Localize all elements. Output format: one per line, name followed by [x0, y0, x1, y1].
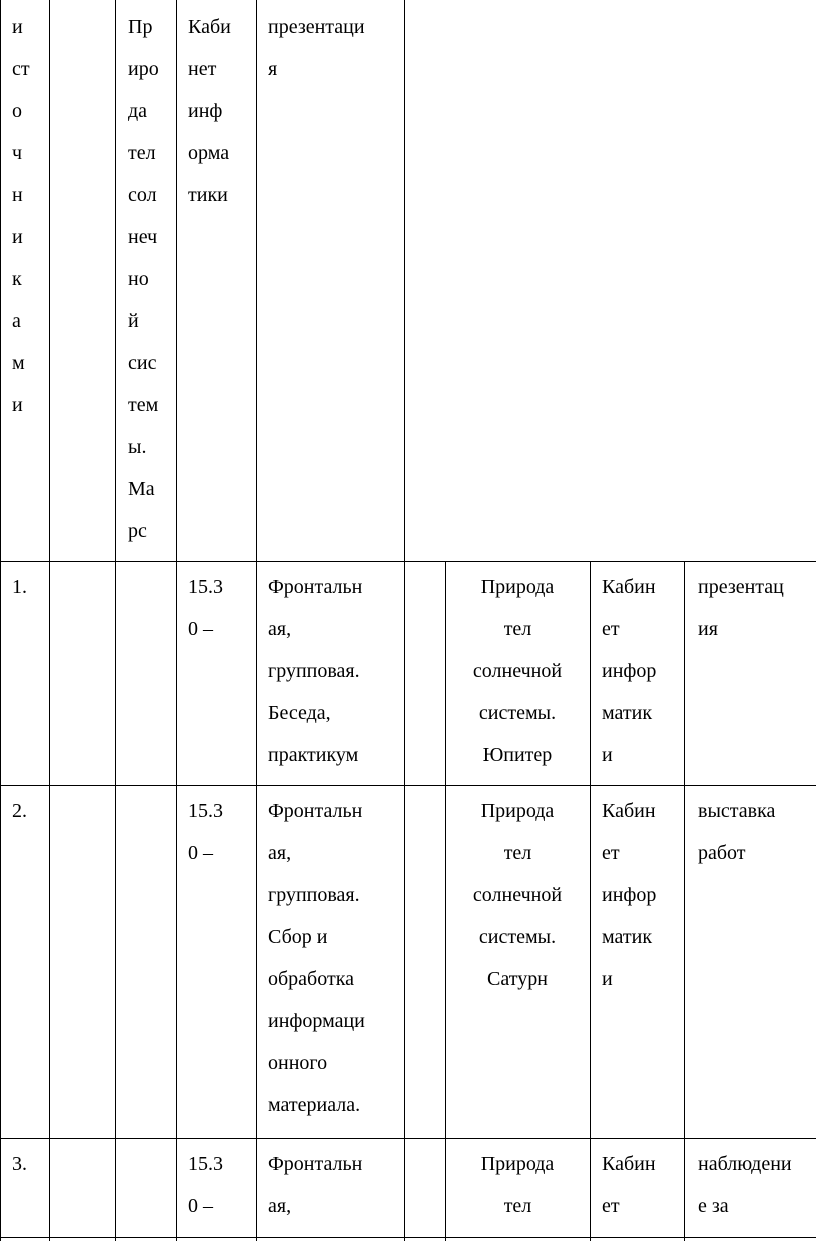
grid-line: [176, 0, 177, 1241]
grid-line: [0, 561, 816, 562]
row-place: Кабин ет инфор матик и: [602, 576, 657, 766]
row-place: Кабин ет инфор матик и: [602, 800, 657, 990]
row-time: 15.3 0 –: [188, 800, 223, 864]
grid-line: [404, 0, 405, 1241]
row-number: 2.: [12, 800, 27, 822]
grid-line: [115, 0, 116, 1241]
row-number: 1.: [12, 576, 27, 598]
row-control: выставка работ: [698, 800, 776, 864]
header-cell-topic: Пр иро да тел сол неч но й сис тем ы. Ма рс: [128, 16, 159, 542]
row-time: 15.3 0 –: [188, 1153, 223, 1217]
grid-line: [684, 561, 685, 1241]
grid-line: [256, 0, 257, 1241]
row-topic: Природа тел солнечной системы. Юпитер: [472, 576, 563, 766]
row-place: Кабин ет: [602, 1153, 656, 1217]
row-control: наблюдени е за: [698, 1153, 792, 1217]
grid-line: [0, 0, 1, 1241]
row-topic: Природа тел: [480, 1153, 555, 1217]
grid-line: [0, 1237, 816, 1238]
row-form: Фронтальн ая, групповая. Беседа, практикум: [268, 576, 363, 766]
grid-line: [0, 785, 816, 786]
row-time: 15.3 0 –: [188, 576, 223, 640]
header-cell-sources: и ст о ч н и к а м и: [12, 16, 30, 416]
row-topic: Природа тел солнечной системы. Сатурн: [472, 800, 563, 990]
header-cell-place: Каби нет инф орма тики: [188, 16, 231, 206]
grid-line: [0, 1138, 816, 1139]
header-cell-control: презентаци я: [268, 16, 365, 80]
grid-line: [49, 0, 50, 1241]
row-number: 3.: [12, 1153, 27, 1175]
row-form: Фронтальн ая, групповая. Сбор и обработка информаци онного материала.: [268, 800, 365, 1116]
row-control: презентац ия: [698, 576, 784, 640]
grid-line: [590, 561, 591, 1241]
row-form: Фронтальн ая,: [268, 1153, 363, 1217]
